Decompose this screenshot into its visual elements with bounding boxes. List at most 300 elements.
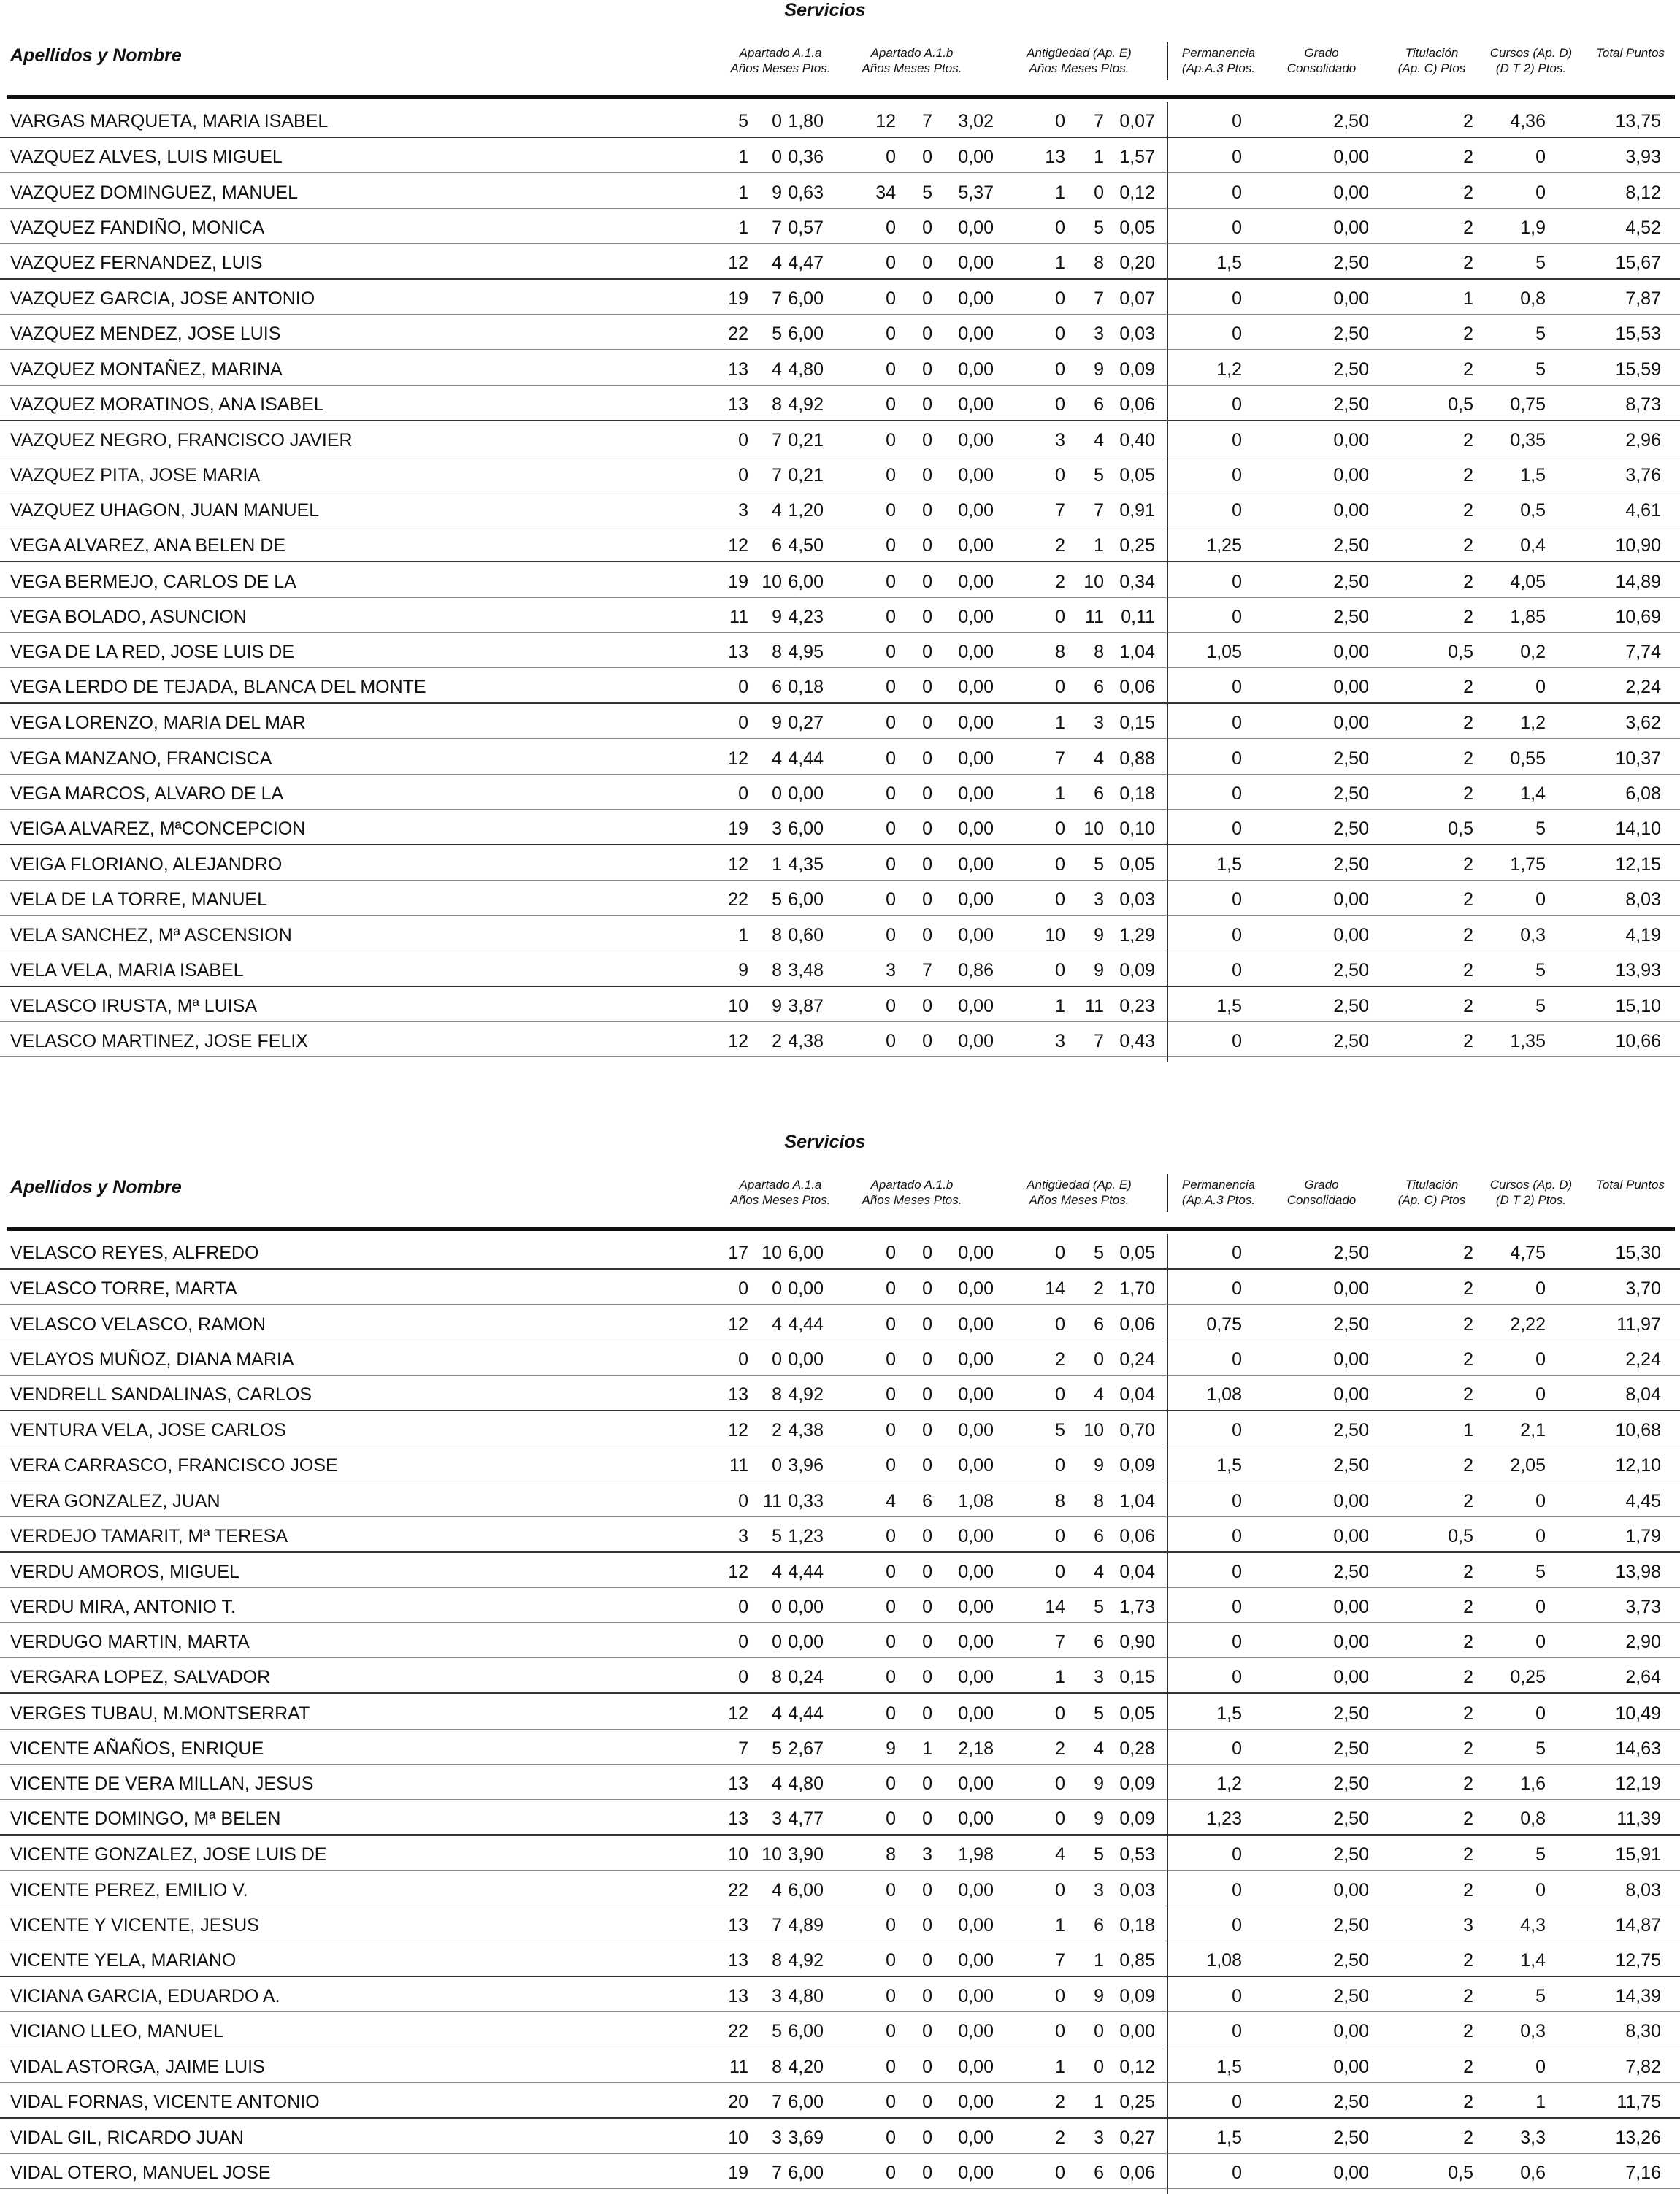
value-cell: 0 <box>1232 748 1242 769</box>
column-header-line2: Consolidado <box>1286 1193 1357 1207</box>
value-cell: 0,8 <box>1520 288 1546 310</box>
value-cell: 0 <box>886 1808 896 1830</box>
value-cell: 34 <box>875 182 896 203</box>
value-cell: 1,75 <box>1510 854 1546 875</box>
value-cell: 1 <box>738 924 748 946</box>
person-name: VEIGA FLORIANO, ALEJANDRO <box>10 854 283 875</box>
value-cell: 0,00 <box>1333 1597 1369 1618</box>
value-cell: 4,95 <box>788 642 824 662</box>
value-cell: 5,37 <box>958 182 994 203</box>
value-cell: 0 <box>1232 1844 1242 1865</box>
value-cell: 2 <box>1463 1738 1473 1759</box>
value-cell: 4,44 <box>788 1703 824 1724</box>
table-row <box>0 386 1680 421</box>
value-cell: 5 <box>1094 1703 1104 1724</box>
value-cell: 2 <box>1463 1278 1473 1300</box>
person-name: VICENTE YELA, MARIANO <box>10 1949 237 1971</box>
table-row <box>0 1694 1680 1729</box>
value-cell: 19 <box>728 288 748 310</box>
header-rule <box>7 1227 1675 1231</box>
value-cell: 0 <box>1055 1313 1065 1335</box>
person-name: VICENTE AÑAÑOS, ENRIQUE <box>10 1738 264 1759</box>
person-name: VIDAL OTERO, MANUEL JOSE <box>10 2163 271 2184</box>
person-name: VEIGA ALVAREZ, MªCONCEPCION <box>10 818 306 839</box>
table-row <box>0 138 1680 173</box>
value-cell: 1 <box>772 854 782 875</box>
value-cell: 9 <box>1094 1773 1104 1794</box>
value-cell: 2 <box>1463 889 1473 910</box>
value-cell: 4,75 <box>1510 1243 1546 1264</box>
value-cell: 0,8 <box>1520 1808 1546 1830</box>
value-cell: 0,00 <box>788 1278 824 1300</box>
value-cell: 0 <box>922 147 932 168</box>
value-cell: 3 <box>772 818 782 839</box>
value-cell: 0,00 <box>1333 217 1369 238</box>
value-cell: 2,05 <box>1510 1455 1546 1476</box>
value-cell: 0,09 <box>1119 959 1155 981</box>
value-cell: 0,06 <box>1119 1313 1155 1335</box>
value-cell: 7 <box>1094 500 1104 521</box>
value-cell: 5 <box>772 323 782 345</box>
value-cell: 2 <box>1055 1349 1065 1370</box>
value-cell: 6,00 <box>788 2163 824 2184</box>
value-cell: 15,53 <box>1615 323 1661 345</box>
value-cell: 0,21 <box>788 429 824 450</box>
value-cell: 0 <box>922 854 932 875</box>
value-cell: 0,10 <box>1119 818 1155 839</box>
value-cell: 6 <box>772 677 782 698</box>
value-cell: 2 <box>1463 1031 1473 1052</box>
value-cell: 6 <box>1094 1313 1104 1335</box>
value-cell: 8 <box>886 1844 896 1865</box>
value-cell: 0 <box>922 358 932 380</box>
value-cell: 0,00 <box>958 1949 994 1971</box>
person-name: VAZQUEZ ALVES, LUIS MIGUEL <box>10 147 283 168</box>
value-cell: 1,04 <box>1119 1490 1155 1511</box>
value-cell: 0 <box>886 1632 896 1653</box>
value-cell: 1 <box>1463 1420 1473 1441</box>
value-cell: 0 <box>886 323 896 345</box>
value-cell: 0 <box>772 111 782 132</box>
value-cell: 0 <box>738 1278 748 1300</box>
value-cell: 8 <box>772 1667 782 1688</box>
value-cell: 7 <box>1055 1632 1065 1653</box>
value-cell: 12 <box>728 1420 748 1441</box>
value-cell: 0,00 <box>958 1667 994 1688</box>
value-cell: 2,50 <box>1333 535 1369 556</box>
table-row <box>0 739 1680 774</box>
value-cell: 4,77 <box>788 1808 824 1830</box>
value-cell: 4,52 <box>1625 217 1661 238</box>
column-header-line1: Total Puntos <box>1596 46 1665 60</box>
value-cell: 2,50 <box>1333 1561 1369 1582</box>
value-cell: 19 <box>728 2163 748 2184</box>
value-cell: 5 <box>1535 252 1546 273</box>
person-name: VEGA ALVAREZ, ANA BELEN DE <box>10 535 286 556</box>
value-cell: 6,00 <box>788 889 824 910</box>
value-cell: 7 <box>738 1738 748 1759</box>
value-cell: 3 <box>772 1986 782 2007</box>
value-cell: 1 <box>738 182 748 203</box>
value-cell: 2 <box>1463 323 1473 345</box>
value-cell: 6 <box>1094 2163 1104 2184</box>
value-cell: 4,35 <box>788 854 824 875</box>
value-cell: 10 <box>762 571 782 592</box>
value-cell: 14,89 <box>1615 571 1661 592</box>
value-cell: 13 <box>728 1808 748 1830</box>
column-header-line1: Cursos (Ap. D) <box>1489 1178 1573 1192</box>
value-cell: 0 <box>922 642 932 662</box>
value-cell: 0 <box>1055 1703 1065 1724</box>
value-cell: 0 <box>886 1914 896 1936</box>
value-cell: 1,85 <box>1510 606 1546 627</box>
value-cell: 7 <box>772 2091 782 2112</box>
value-cell: 0 <box>738 677 748 698</box>
table-row <box>0 951 1680 987</box>
value-cell: 5 <box>772 2021 782 2042</box>
value-cell: 0,00 <box>958 1525 994 1546</box>
value-cell: 0 <box>886 2021 896 2042</box>
column-header-line2: Consolidado <box>1286 61 1357 75</box>
value-cell: 0 <box>886 995 896 1016</box>
value-cell: 1,5 <box>1216 1703 1242 1724</box>
person-name: VEGA MANZANO, FRANCISCA <box>10 748 272 769</box>
value-cell: 2 <box>1463 111 1473 132</box>
value-cell: 0 <box>1094 2021 1104 2042</box>
value-cell: 3,3 <box>1520 2127 1546 2148</box>
value-cell: 12 <box>728 748 748 769</box>
value-cell: 4,44 <box>788 748 824 769</box>
value-cell: 0,00 <box>958 1455 994 1476</box>
value-cell: 0 <box>886 429 896 450</box>
value-cell: 0,5 <box>1448 394 1473 415</box>
value-cell: 0,00 <box>958 1313 994 1335</box>
value-cell: 0,05 <box>1119 1243 1155 1264</box>
value-cell: 2 <box>1463 182 1473 203</box>
value-cell: 1,5 <box>1216 995 1242 1016</box>
value-cell: 7 <box>772 288 782 310</box>
value-cell: 0 <box>1232 818 1242 839</box>
column-header-line1: Antigüedad (Ap. E) <box>1027 1178 1132 1192</box>
value-cell: 4,3 <box>1520 1914 1546 1936</box>
column-header-line2: Años Meses Ptos. <box>1029 1193 1129 1207</box>
value-cell: 0,00 <box>958 1703 994 1724</box>
value-cell: 0 <box>922 2021 932 2042</box>
table-row <box>0 775 1680 810</box>
value-cell: 0 <box>886 889 896 910</box>
value-cell: 9 <box>1094 358 1104 380</box>
value-cell: 2,50 <box>1333 1313 1369 1335</box>
value-cell: 0,00 <box>1333 889 1369 910</box>
value-cell: 0 <box>886 854 896 875</box>
value-cell: 0 <box>886 1243 896 1264</box>
value-cell: 19 <box>728 818 748 839</box>
value-cell: 3,96 <box>788 1455 824 1476</box>
value-cell: 0,00 <box>958 217 994 238</box>
value-cell: 4 <box>1055 1844 1065 1865</box>
value-cell: 14,87 <box>1615 1914 1661 1936</box>
value-cell: 1,08 <box>1206 1384 1242 1405</box>
table-row <box>0 1588 1680 1623</box>
value-cell: 3 <box>1094 1879 1104 1900</box>
value-cell: 0 <box>1535 2056 1546 2077</box>
value-cell: 1 <box>738 217 748 238</box>
value-cell: 4 <box>1094 1738 1104 1759</box>
value-cell: 8 <box>772 642 782 662</box>
value-cell: 12,15 <box>1615 854 1661 875</box>
value-cell: 0,07 <box>1119 111 1155 132</box>
value-cell: 3 <box>1094 713 1104 734</box>
value-cell: 2,1 <box>1520 1420 1546 1441</box>
person-name: VAZQUEZ MORATINOS, ANA ISABEL <box>10 394 324 415</box>
value-cell: 5 <box>1535 995 1546 1016</box>
value-cell: 3,90 <box>788 1844 824 1865</box>
value-cell: 0 <box>1232 1031 1242 1052</box>
value-cell: 0,00 <box>1333 1525 1369 1546</box>
table-row <box>0 1340 1680 1376</box>
value-cell: 4,61 <box>1625 500 1661 521</box>
value-cell: 4 <box>772 1313 782 1335</box>
value-cell: 0 <box>922 995 932 1016</box>
value-cell: 0,00 <box>958 500 994 521</box>
value-cell: 0,00 <box>958 1632 994 1653</box>
person-name: VELASCO TORRE, MARTA <box>10 1278 237 1300</box>
value-cell: 0,00 <box>1333 147 1369 168</box>
value-cell: 0,23 <box>1119 995 1155 1016</box>
value-cell: 0,00 <box>788 1632 824 1653</box>
value-cell: 8,73 <box>1625 394 1661 415</box>
value-cell: 8 <box>772 959 782 981</box>
person-name: VERDEJO TAMARIT, Mª TERESA <box>10 1525 288 1546</box>
value-cell: 2 <box>1463 924 1473 946</box>
value-cell: 9 <box>1094 1455 1104 1476</box>
value-cell: 0 <box>738 1349 748 1370</box>
value-cell: 0 <box>1535 1879 1546 1900</box>
value-cell: 0 <box>1232 1914 1242 1936</box>
value-cell: 0,55 <box>1510 748 1546 769</box>
value-cell: 0,00 <box>1333 1349 1369 1370</box>
value-cell: 2 <box>1463 571 1473 592</box>
value-cell: 0 <box>922 677 932 698</box>
value-cell: 0 <box>1232 889 1242 910</box>
column-header <box>1550 1177 1680 1192</box>
value-cell: 0 <box>886 535 896 556</box>
column-header-line2: Años Meses Ptos. <box>730 1193 831 1207</box>
value-cell: 2,50 <box>1333 1031 1369 1052</box>
value-cell: 9 <box>772 606 782 627</box>
column-header-line2: (Ap. C) Ptos <box>1397 61 1466 75</box>
value-cell: 14,39 <box>1615 1986 1661 2007</box>
table-row <box>0 1941 1680 1977</box>
value-cell: 0,5 <box>1448 1525 1473 1546</box>
value-cell: 0 <box>1055 288 1065 310</box>
value-cell: 0,00 <box>958 288 994 310</box>
value-cell: 0,00 <box>1333 1632 1369 1653</box>
column-header-name: Apellidos y Nombre <box>10 1177 182 1197</box>
value-cell: 2,50 <box>1333 2091 1369 2112</box>
value-cell: 7 <box>772 217 782 238</box>
column-header <box>1550 45 1680 61</box>
value-cell: 2 <box>1055 2127 1065 2148</box>
value-cell: 1 <box>922 1738 932 1759</box>
value-cell: 0 <box>886 1384 896 1405</box>
value-cell: 11 <box>1085 995 1104 1016</box>
value-cell: 0,12 <box>1119 2056 1155 2077</box>
value-cell: 0,00 <box>958 995 994 1016</box>
value-cell: 0,70 <box>1119 1420 1155 1441</box>
value-cell: 0,00 <box>1119 2021 1155 2042</box>
value-cell: 0,18 <box>788 677 824 698</box>
table-row <box>0 173 1680 208</box>
value-cell: 0 <box>1055 2021 1065 2042</box>
value-cell: 0,3 <box>1520 924 1546 946</box>
value-cell: 8,03 <box>1625 1879 1661 1900</box>
value-cell: 4,92 <box>788 394 824 415</box>
value-cell: 4,19 <box>1625 924 1661 946</box>
value-cell: 0 <box>886 1313 896 1335</box>
person-name: VERDUGO MARTIN, MARTA <box>10 1632 250 1653</box>
value-cell: 0 <box>922 1773 932 1794</box>
value-cell: 0,34 <box>1119 571 1155 592</box>
value-cell: 0 <box>922 889 932 910</box>
value-cell: 19 <box>728 571 748 592</box>
value-cell: 0 <box>886 818 896 839</box>
value-cell: 2 <box>1463 2127 1473 2148</box>
value-cell: 0,12 <box>1119 182 1155 203</box>
value-cell: 0,4 <box>1520 535 1546 556</box>
value-cell: 0 <box>1535 1525 1546 1546</box>
person-name: VEGA LORENZO, MARIA DEL MAR <box>10 713 306 734</box>
value-cell: 4 <box>772 1703 782 1724</box>
person-name: VENDRELL SANDALINAS, CARLOS <box>10 1384 312 1405</box>
value-cell: 3 <box>772 2127 782 2148</box>
value-cell: 12 <box>728 252 748 273</box>
value-cell: 1 <box>1094 535 1104 556</box>
value-cell: 0 <box>922 1420 932 1441</box>
value-cell: 1,73 <box>1119 1597 1155 1618</box>
section-2 <box>0 1132 1680 2184</box>
value-cell: 4,23 <box>788 606 824 627</box>
value-cell: 2 <box>1463 500 1473 521</box>
value-cell: 0 <box>922 1313 932 1335</box>
value-cell: 4 <box>772 748 782 769</box>
table-row <box>0 1623 1680 1658</box>
value-cell: 0 <box>1055 1561 1065 1582</box>
value-cell: 0 <box>772 1278 782 1300</box>
value-cell: 0,21 <box>788 465 824 486</box>
value-cell: 0,00 <box>958 1278 994 1300</box>
value-cell: 0,00 <box>958 2091 994 2112</box>
value-cell: 0,00 <box>958 1349 994 1370</box>
value-cell: 0 <box>1535 677 1546 698</box>
value-cell: 0 <box>738 1597 748 1618</box>
value-cell: 0,00 <box>958 1561 994 1582</box>
value-cell: 0,00 <box>958 323 994 345</box>
value-cell: 0,03 <box>1119 323 1155 345</box>
value-cell: 1,5 <box>1216 1455 1242 1476</box>
value-cell: 2,67 <box>788 1738 824 1759</box>
person-name: VICENTE GONZALEZ, JOSE LUIS DE <box>10 1844 327 1865</box>
value-cell: 0,00 <box>958 1773 994 1794</box>
value-cell: 22 <box>728 323 748 345</box>
value-cell: 2 <box>1463 995 1473 1016</box>
value-cell: 0 <box>1535 1490 1546 1511</box>
person-name: VIDAL GIL, RICARDO JUAN <box>10 2127 244 2148</box>
value-cell: 4,92 <box>788 1384 824 1405</box>
value-cell: 8 <box>772 1949 782 1971</box>
value-cell: 4 <box>772 1773 782 1794</box>
value-cell: 0,00 <box>1333 1384 1369 1405</box>
value-cell: 2,50 <box>1333 1949 1369 1971</box>
value-cell: 0,00 <box>958 889 994 910</box>
value-cell: 0 <box>1232 1349 1242 1370</box>
column-header-line2: Años Meses Ptos. <box>862 1193 962 1207</box>
value-cell: 2 <box>1463 748 1473 769</box>
value-cell: 2,50 <box>1333 358 1369 380</box>
table-row <box>0 987 1680 1022</box>
table-row <box>0 526 1680 562</box>
person-name: VAZQUEZ MONTAÑEZ, MARINA <box>10 358 283 380</box>
column-header-line1: Apartado A.1.a <box>739 1178 822 1192</box>
value-cell: 0,00 <box>958 1597 994 1618</box>
value-cell: 1,2 <box>1520 713 1546 734</box>
person-name: VEGA BERMEJO, CARLOS DE LA <box>10 571 296 592</box>
column-header-line1: Permanencia <box>1181 46 1256 60</box>
value-cell: 0 <box>922 1031 932 1052</box>
value-cell: 9 <box>1094 1808 1104 1830</box>
value-cell: 0 <box>1055 677 1065 698</box>
value-cell: 9 <box>1094 924 1104 946</box>
value-cell: 0,15 <box>1119 1667 1155 1688</box>
value-cell: 2,50 <box>1333 1738 1369 1759</box>
value-cell: 5 <box>1535 1738 1546 1759</box>
value-cell: 3,73 <box>1625 1597 1661 1618</box>
person-name: VICIANO LLEO, MANUEL <box>10 2021 223 2042</box>
value-cell: 10 <box>1083 818 1104 839</box>
value-cell: 14 <box>1045 1597 1065 1618</box>
person-name: VELA DE LA TORRE, MANUEL <box>10 889 267 910</box>
section-title: Servicios <box>784 0 866 20</box>
value-cell: 0,63 <box>788 182 824 203</box>
value-cell: 2,50 <box>1333 2127 1369 2148</box>
person-name: VERA GONZALEZ, JUAN <box>10 1490 220 1511</box>
column-header-line1: Apartado A.1.b <box>870 46 954 60</box>
value-cell: 5 <box>772 889 782 910</box>
value-cell: 0 <box>1232 394 1242 415</box>
value-cell: 0 <box>922 1243 932 1264</box>
value-cell: 7,87 <box>1625 288 1661 310</box>
value-cell: 3 <box>1094 2127 1104 2148</box>
table-row <box>0 1270 1680 1305</box>
value-cell: 0,00 <box>958 783 994 804</box>
person-name: VEGA MARCOS, ALVARO DE LA <box>10 783 284 804</box>
value-cell: 2,50 <box>1333 1455 1369 1476</box>
value-cell: 1 <box>1094 147 1104 168</box>
value-cell: 0,00 <box>958 2021 994 2042</box>
value-cell: 3 <box>1055 429 1065 450</box>
value-cell: 2,50 <box>1333 323 1369 345</box>
value-cell: 9 <box>772 182 782 203</box>
value-cell: 3,62 <box>1625 713 1661 734</box>
value-cell: 0 <box>886 606 896 627</box>
value-cell: 2 <box>1463 535 1473 556</box>
value-cell: 5 <box>922 182 932 203</box>
value-cell: 10 <box>762 1844 782 1865</box>
value-cell: 0,09 <box>1119 358 1155 380</box>
value-cell: 0 <box>1055 323 1065 345</box>
column-header-line2: (Ap.A.3 Ptos. <box>1181 1193 1256 1207</box>
value-cell: 2,50 <box>1333 1703 1369 1724</box>
